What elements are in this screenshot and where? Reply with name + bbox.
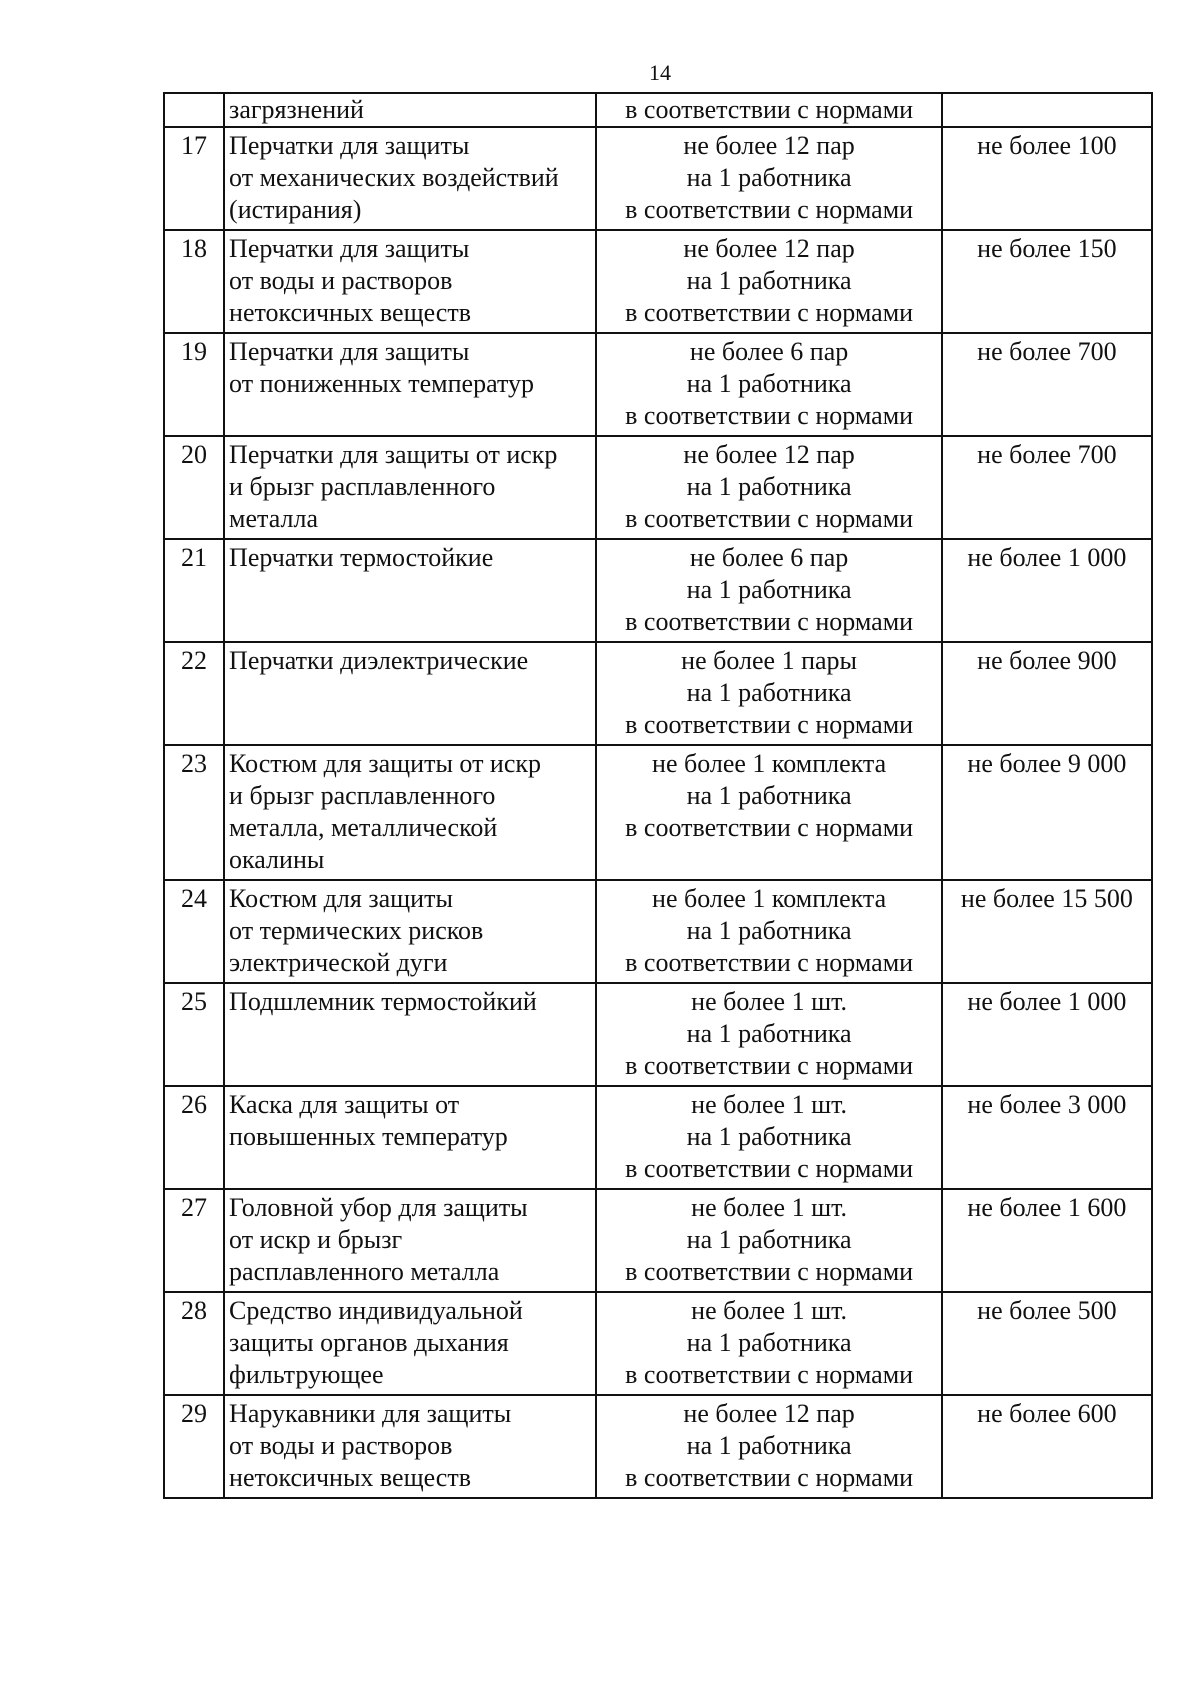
table-row: [164, 642, 1152, 745]
row-number-cell: 19: [164, 333, 224, 436]
row-number-cell: [164, 93, 224, 127]
table-row: [164, 1189, 1152, 1292]
ppe-norms-table: [163, 92, 1153, 1499]
page-number: 14: [649, 60, 671, 85]
issue-norm-cell: не более 12 пар на 1 работника в соответствии с нормами: [596, 127, 941, 230]
issue-norm-cell: не более 12 пар на 1 работника в соответствии с нормами: [596, 1395, 941, 1498]
item-name-cell: Головной убор для защиты от искр и брызг расплавленного металла: [224, 1189, 596, 1292]
price-cell: не более 1 600: [942, 1189, 1152, 1292]
row-number-cell: 25: [164, 983, 224, 1086]
table-row: [164, 333, 1152, 436]
table-row: [164, 745, 1152, 880]
item-name-cell: Перчатки для защиты от искр и брызг расплавленного металла: [224, 436, 596, 539]
price-cell: не более 15 500: [942, 880, 1152, 983]
row-number-cell: 24: [164, 880, 224, 983]
price-cell: не более 600: [942, 1395, 1152, 1498]
table-row: [164, 880, 1152, 983]
issue-norm-cell: не более 1 комплекта на 1 работника в соответствии с нормами: [596, 745, 941, 880]
item-name-cell: Перчатки диэлектрические: [224, 642, 596, 745]
price-cell: не более 150: [942, 230, 1152, 333]
item-name-cell: Средство индивидуальной защиты органов дыхания фильтрующее: [224, 1292, 596, 1395]
price-cell: не более 1 000: [942, 983, 1152, 1086]
table-row: [164, 1292, 1152, 1395]
item-name-cell: Костюм для защиты от искр и брызг расплавленного металла, металлической окалины: [224, 745, 596, 880]
price-cell: не более 3 000: [942, 1086, 1152, 1189]
row-number-cell: 21: [164, 539, 224, 642]
price-cell: не более 900: [942, 642, 1152, 745]
price-cell: не более 1 000: [942, 539, 1152, 642]
row-number-cell: 28: [164, 1292, 224, 1395]
table-row: [164, 230, 1152, 333]
price-cell: не более 9 000: [942, 745, 1152, 880]
issue-norm-cell: не более 1 шт. на 1 работника в соответствии с нормами: [596, 1189, 941, 1292]
price-cell: [942, 93, 1152, 127]
issue-norm-cell: не более 6 пар на 1 работника в соответствии с нормами: [596, 539, 941, 642]
price-cell: не более 700: [942, 436, 1152, 539]
row-number-cell: 20: [164, 436, 224, 539]
item-name-cell: Каска для защиты от повышенных температур: [224, 1086, 596, 1189]
item-name-cell: Нарукавники для защиты от воды и растворов нетоксичных веществ: [224, 1395, 596, 1498]
table-row: [164, 539, 1152, 642]
issue-norm-cell: не более 12 пар на 1 работника в соответствии с нормами: [596, 436, 941, 539]
issue-norm-cell: в соответствии с нормами: [596, 93, 941, 127]
issue-norm-cell: не более 12 пар на 1 работника в соответствии с нормами: [596, 230, 941, 333]
table-row: [164, 127, 1152, 230]
item-name-cell: Перчатки для защиты от воды и растворов нетоксичных веществ: [224, 230, 596, 333]
table-row: [164, 983, 1152, 1086]
item-name-cell: Костюм для защиты от термических рисков электрической дуги: [224, 880, 596, 983]
table-row: [164, 1086, 1152, 1189]
item-name-cell: Перчатки термостойкие: [224, 539, 596, 642]
table-row-continuation: [164, 93, 1152, 127]
row-number-cell: 26: [164, 1086, 224, 1189]
row-number-cell: 18: [164, 230, 224, 333]
row-number-cell: 27: [164, 1189, 224, 1292]
issue-norm-cell: не более 1 шт. на 1 работника в соответствии с нормами: [596, 1086, 941, 1189]
row-number-cell: 17: [164, 127, 224, 230]
item-name-cell: Перчатки для защиты от механических воздействий (истирания): [224, 127, 596, 230]
row-number-cell: 22: [164, 642, 224, 745]
issue-norm-cell: не более 1 комплекта на 1 работника в соответствии с нормами: [596, 880, 941, 983]
issue-norm-cell: не более 6 пар на 1 работника в соответствии с нормами: [596, 333, 941, 436]
table-row: [164, 436, 1152, 539]
table-row: [164, 1395, 1152, 1498]
issue-norm-cell: не более 1 шт. на 1 работника в соответствии с нормами: [596, 1292, 941, 1395]
item-name-cell: Перчатки для защиты от пониженных температур: [224, 333, 596, 436]
item-name-cell: загрязнений: [224, 93, 596, 127]
row-number-cell: 23: [164, 745, 224, 880]
row-number-cell: 29: [164, 1395, 224, 1498]
table-body: [164, 93, 1152, 1498]
item-name-cell: Подшлемник термостойкий: [224, 983, 596, 1086]
price-cell: не более 100: [942, 127, 1152, 230]
issue-norm-cell: не более 1 пары на 1 работника в соответствии с нормами: [596, 642, 941, 745]
issue-norm-cell: не более 1 шт. на 1 работника в соответствии с нормами: [596, 983, 941, 1086]
price-cell: не более 500: [942, 1292, 1152, 1395]
price-cell: не более 700: [942, 333, 1152, 436]
